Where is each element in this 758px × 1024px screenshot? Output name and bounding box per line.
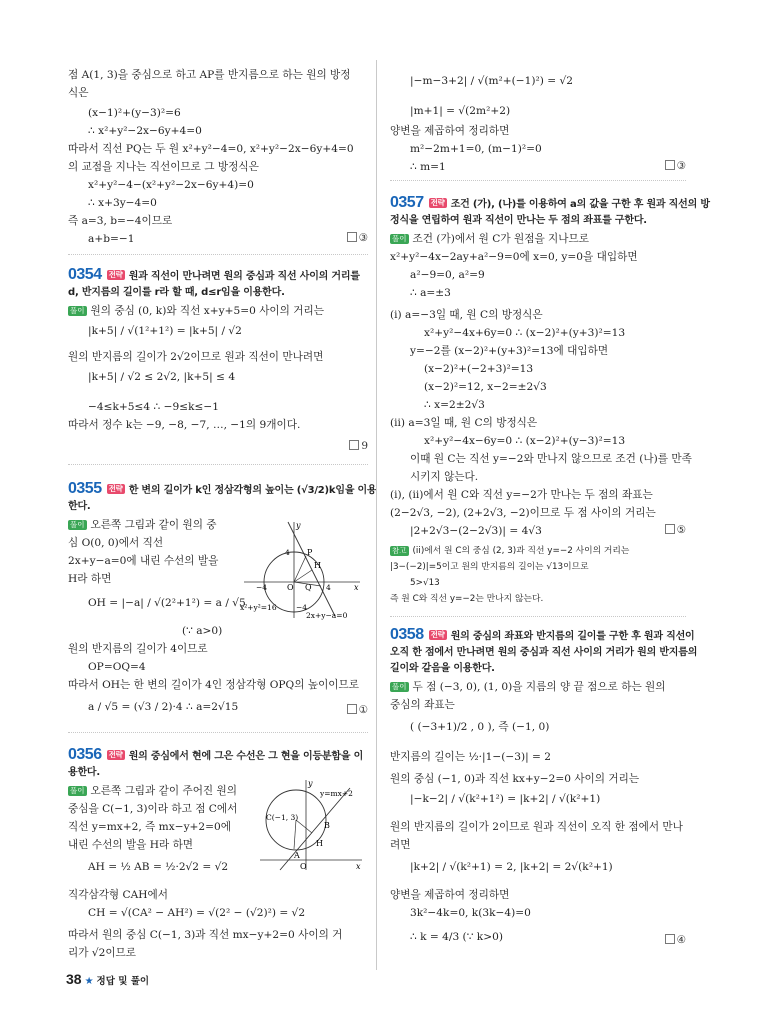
line-text: 원의 반지름의 길이가 2이므로 원과 직선이 오직 한 점에서 만나 [390, 821, 683, 833]
line-text: (x−2)²=12, x−2=±2√3 [424, 381, 547, 393]
text-line [390, 560, 589, 574]
problem-number: 0356 [68, 746, 102, 763]
text-line [390, 820, 683, 834]
text-line [68, 178, 254, 192]
line-text: |−m−3+2| / √(m²+(−1)²) = √2 [410, 75, 574, 87]
problem-number: 0358 [390, 626, 424, 643]
text-line [68, 518, 217, 532]
line-text: (i) a=−3일 때, 원 C의 방정식은 [390, 309, 543, 321]
text-line [390, 720, 549, 734]
answer-box-icon [349, 440, 359, 450]
solution-tag: 풀이 [70, 786, 85, 795]
text-line [390, 888, 509, 902]
line-text: ∴ x+3y−4=0 [88, 197, 157, 209]
text-line [68, 860, 228, 874]
line-text: 리가 √2이므로 [68, 947, 137, 959]
line-text: 오른쪽 그림과 같이 주어진 원의 [90, 785, 238, 797]
text-line [68, 596, 246, 610]
solution-tag: 풀이 [392, 682, 407, 691]
strategy-text: 원의 중심의 좌표와 반지름의 길이를 구한 후 원과 직선이 [450, 631, 695, 642]
text-line [390, 488, 653, 502]
text-line [390, 662, 495, 676]
fig-label: Q [305, 583, 312, 592]
fig-label: x [354, 583, 359, 592]
text-line [68, 946, 136, 960]
strategy-text: 조건 (가), (나)를 이용하여 a의 값을 구한 후 원과 직선의 방 [450, 199, 710, 210]
line-text: 따라서 원의 중심 C(−1, 3)과 직선 mx−y+2=0 사이의 거 [68, 929, 343, 941]
text-line [68, 350, 323, 364]
line-text: 오직 한 점에서 만나려면 원의 중심과 직선 사이의 거리가 원의 반지름의 [390, 647, 698, 658]
text-line [68, 660, 146, 674]
problem-header-0358 [390, 628, 695, 644]
line-text: 식은 [68, 87, 89, 99]
line-text: 3k²−4k=0, k(3k−4)=0 [410, 907, 531, 919]
star-icon: ★ [84, 976, 94, 987]
line-text: |k+2| / √(k²+1) = 2, |k+2| = 2√(k²+1) [410, 861, 613, 873]
fig-label: P [307, 548, 313, 557]
text-line [390, 142, 542, 156]
answer-box-icon [347, 704, 357, 714]
line-text: ∴ m=1 [410, 161, 446, 173]
text-line [390, 232, 589, 246]
fig-label: B [324, 821, 330, 830]
problem-header-0354 [68, 268, 360, 284]
text-line [68, 124, 202, 138]
fig-label: O [300, 862, 307, 871]
line-text: 반지름의 길이는 ½·|1−(−3)| = 2 [390, 751, 551, 763]
line-text: (x−1)²+(y−3)²=6 [88, 107, 181, 119]
answer-value: ⑤ [676, 524, 686, 536]
text-line [390, 838, 410, 852]
text-line [390, 680, 666, 694]
fig-label: 2x+y−a=0 [306, 611, 348, 620]
line-text: d, 반지름의 길이를 r라 할 때, d≤r임을 이용한다. [68, 287, 285, 298]
figure-0356 [258, 778, 368, 873]
text-line [68, 196, 157, 210]
line-text: 용한다. [68, 767, 100, 778]
text-line [390, 326, 625, 340]
text-line [390, 308, 543, 322]
text-line [68, 142, 354, 156]
text-line [68, 678, 359, 692]
problem-number: 0357 [390, 194, 424, 211]
text-line [390, 160, 446, 174]
line-text: 중심을 C(−1, 3)이라 하고 점 C에서 [68, 803, 238, 815]
text-line [390, 544, 629, 558]
line-text: 2x+y−a=0에 내린 수선의 발을 [68, 555, 219, 567]
line-y-mx-2 [280, 788, 350, 870]
figure-0355 [240, 520, 365, 620]
text-line [68, 400, 219, 414]
line-text: (i), (ii)에서 원 C와 직선 y=−2가 만나는 두 점의 좌표는 [390, 489, 653, 501]
strategy-text: 원과 직선이 만나려면 원의 중심과 직선 사이의 거리를 [128, 271, 360, 282]
answer-box-icon [665, 524, 675, 534]
section-separator [68, 254, 368, 255]
text-line [390, 380, 547, 394]
text-line [390, 906, 531, 920]
line-text: |k+5| / √(1²+1²) = |k+5| / √2 [88, 325, 242, 337]
line-text: 원의 반지름의 길이가 2√2이므로 원과 직선이 만나려면 [68, 351, 324, 363]
line-text: OH = |−a| / √(2²+1²) = a / √5 [88, 597, 246, 609]
line-text: a+b=−1 [88, 233, 135, 245]
text-line [68, 766, 100, 780]
text-line [390, 750, 551, 764]
text-line [390, 362, 533, 376]
text-line [68, 906, 305, 920]
line-text: 한다. [68, 501, 91, 512]
strategy-tag: 전략 [108, 270, 123, 279]
text-line [390, 398, 485, 412]
text-line [68, 500, 91, 514]
line-text: x²+y²−4x−6y=0 ∴ (x−2)²+(y−3)²=13 [424, 435, 626, 447]
line-text: ( (−3+1)/2 , 0 ), 즉 (−1, 0) [410, 721, 550, 733]
line-text: 양변을 제곱하여 정리하면 [390, 125, 510, 137]
line-text: 직선 y=mx+2, 즉 mx−y+2=0에 [68, 821, 232, 833]
text-line [68, 820, 231, 834]
answer-value: ④ [676, 934, 686, 946]
fig-label: x²+y²=16 [240, 603, 277, 612]
text-line [68, 888, 168, 902]
section-separator [390, 180, 686, 181]
fig-label: y=mx+2 [320, 789, 353, 798]
answer-value: ① [358, 704, 368, 716]
line-text: ∴ k = 4/3 (∵ k>0) [410, 931, 503, 943]
section-separator [68, 732, 368, 733]
line-text: 양변을 제곱하여 정리하면 [390, 889, 510, 901]
line-text: 원의 중심 (−1, 0)과 직선 kx+y−2=0 사이의 거리는 [390, 773, 640, 785]
fig-label: H [316, 839, 323, 848]
line-text: x²+y²−4−(x²+y²−2x−6y+4)=0 [88, 179, 254, 191]
text-line [68, 418, 300, 432]
text-line [390, 930, 503, 944]
text-line [68, 838, 193, 852]
line-text: 이때 원 C는 직선 y=−2와 만나지 않으므로 조건 (나)를 만족 [410, 453, 692, 465]
line-text: 점 A(1, 3)을 중심으로 하고 AP를 반지름으로 하는 원의 방정 [68, 69, 351, 81]
text-line [390, 104, 510, 118]
solution-tag: 풀이 [392, 234, 407, 243]
text-line [148, 624, 222, 638]
line-text: y=−2를 (x−2)²+(y+3)²=13에 대입하면 [410, 345, 609, 357]
fig-label: 4 [285, 548, 290, 557]
line-text: a / √5 = (√3 / 2)·4 ∴ a=2√15 [88, 701, 239, 713]
footer-label: 정답 및 풀이 [96, 976, 150, 987]
text-line [390, 772, 639, 786]
text-line [68, 642, 208, 656]
text-line [68, 928, 342, 942]
line-text: 따라서 OH는 한 변의 길이가 4인 정삼각형 OPQ의 높이이므로 [68, 679, 360, 691]
line-text: (2−2√3, −2), (2+2√3, −2)이므로 두 점 사이의 거리는 [390, 507, 656, 519]
section-separator [68, 464, 368, 465]
text-line [68, 324, 242, 338]
text-line [68, 106, 181, 120]
solution-tag: 풀이 [70, 306, 85, 315]
problem-header-0357 [390, 196, 710, 212]
answer-mark [665, 160, 686, 172]
text-line [390, 434, 625, 448]
strategy-tag: 전략 [108, 750, 123, 759]
text-line [68, 536, 163, 550]
line-text: 원의 반지름의 길이가 4이므로 [68, 643, 208, 655]
line-text: |−k−2| / √(k²+1²) = |k+2| / √(k²+1) [410, 793, 601, 805]
problem-header-0356 [68, 748, 363, 764]
text-line [390, 124, 509, 138]
text-line [390, 576, 440, 590]
text-line [390, 698, 455, 712]
answer-box-icon [665, 160, 675, 170]
section-separator [390, 616, 686, 617]
text-line [68, 784, 237, 798]
text-line [390, 74, 573, 88]
text-line [390, 416, 537, 430]
line-text: ∴ a=±3 [410, 287, 451, 299]
page-footer [66, 971, 149, 987]
problem-number: 0354 [68, 266, 102, 283]
text-line [390, 646, 697, 660]
line-text: 오른쪽 그림과 같이 원의 중 [90, 519, 217, 531]
answer-mark [665, 524, 686, 536]
line-text: a²−9=0, a²=9 [410, 269, 485, 281]
strategy-text: 원의 중심에서 현에 그은 수선은 그 현을 이등분함을 이 [128, 751, 364, 762]
text-line [68, 232, 134, 246]
text-line [390, 250, 638, 264]
fig-label: O [287, 583, 294, 592]
strategy-tag: 전략 [108, 484, 123, 493]
line-text: 심 O(0, 0)에서 직선 [68, 537, 164, 549]
text-line [390, 860, 613, 874]
text-line [390, 344, 608, 358]
text-line [68, 370, 235, 384]
text-line [68, 554, 218, 568]
line-text: (x−2)²+(−2+3)²=13 [424, 363, 534, 375]
fig-label: H [314, 561, 321, 570]
line-text: 조건 (가)에서 원 C가 원점을 지나므로 [412, 233, 589, 245]
text-line [390, 286, 451, 300]
line-text: |m+1| = √(2m²+2) [410, 105, 511, 117]
note-tag: 참고 [392, 546, 407, 555]
line-text: 시키지 않는다. [410, 471, 479, 483]
answer-mark [347, 232, 368, 244]
line-text: |3−(−2)|=5이고 원의 반지름의 길이는 √13이므로 [390, 562, 589, 572]
line-text: (ii) a=3일 때, 원 C의 방정식은 [390, 417, 538, 429]
text-line [68, 700, 238, 714]
line-text: AH = ½ AB = ½·2√2 = √2 [88, 861, 229, 873]
line-text: 직각삼각형 CAH에서 [68, 889, 168, 901]
line-text: 따라서 정수 k는 −9, −8, −7, …, −1의 9개이다. [68, 419, 301, 431]
text-line [390, 452, 692, 466]
line-2x-y-a [288, 522, 335, 616]
text-line [390, 506, 656, 520]
line-text: 길이와 같음을 이용한다. [390, 663, 495, 674]
line-text: |2+2√3−(2−2√3)| = 4√3 [410, 525, 542, 537]
answer-box-icon [347, 232, 357, 242]
text-line [68, 214, 172, 228]
line-text: 내린 수선의 발을 H라 하면 [68, 839, 194, 851]
text-line [68, 572, 111, 586]
line-text: 즉 원 C와 직선 y=−2는 만나지 않는다. [390, 594, 544, 604]
line-text: 원의 중심 (0, k)와 직선 x+y+5=0 사이의 거리는 [90, 305, 324, 317]
answer-box-icon [665, 934, 675, 944]
text-line [390, 470, 478, 484]
segment-ch [296, 820, 312, 833]
text-line [390, 792, 600, 806]
answer-value: ③ [358, 232, 368, 244]
segment-ca [294, 820, 296, 849]
line-text: (∵ a>0) [182, 625, 223, 637]
text-line [390, 592, 543, 606]
text-line [390, 214, 647, 228]
line-text: 두 점 (−3, 0), (1, 0)을 지름의 양 끝 점으로 하는 원의 [412, 681, 666, 693]
answer-value: ③ [676, 160, 686, 172]
answer-mark [665, 934, 686, 946]
problem-number: 0355 [68, 480, 102, 497]
line-text: 정식을 연립하여 원과 직선이 만나는 두 점의 좌표를 구한다. [390, 215, 647, 226]
line-text: 따라서 직선 PQ는 두 원 x²+y²−4=0, x²+y²−2x−6y+4=0 [68, 143, 354, 155]
line-text: (ii)에서 원 C의 중심 (2, 3)과 직선 y=−2 사이의 거리는 [412, 546, 630, 556]
strategy-tag: 전략 [430, 630, 445, 639]
text-line [68, 68, 351, 82]
fig-label: A [294, 851, 300, 860]
fig-label: −4 [256, 583, 268, 592]
line-text: 5>√13 [410, 578, 440, 588]
fig-label: y [308, 779, 313, 788]
fig-label: −4 [296, 603, 308, 612]
text-line [68, 286, 285, 300]
line-text: OP=OQ=4 [88, 661, 146, 673]
answer-mark [349, 440, 368, 452]
line-text: m²−2m+1=0, (m−1)²=0 [410, 143, 542, 155]
line-text: 중심의 좌표는 [390, 699, 455, 711]
text-line [68, 304, 324, 318]
solution-tag: 풀이 [70, 520, 85, 529]
line-text: 의 교점을 지나는 직선이므로 그 방정식은 [68, 161, 259, 173]
line-text: ∴ x²+y²−2x−6y+4=0 [88, 125, 202, 137]
fig-label: 4 [326, 583, 331, 592]
line-text: H라 하면 [68, 573, 112, 585]
text-line [68, 802, 237, 816]
line-text: x²+y²−4x+6y=0 ∴ (x−2)²+(y+3)²=13 [424, 327, 626, 339]
line-text: ∴ x=2±2√3 [424, 399, 485, 411]
line-text: x²+y²−4x−2ay+a²−9=0에 x=0, y=0을 대입하면 [390, 251, 638, 263]
fig-label: y [296, 521, 301, 530]
page-number: 38 [66, 971, 82, 987]
column-divider [376, 60, 377, 970]
line-text: 려면 [390, 839, 411, 851]
text-line [390, 268, 485, 282]
strategy-text: 한 변의 길이가 k인 정삼각형의 높이는 (√3/2)k임을 이용 [128, 485, 377, 496]
strategy-tag: 전략 [430, 198, 445, 207]
fig-label: x [356, 862, 361, 871]
text-line [390, 524, 542, 538]
fig-label: C(−1, 3) [266, 813, 299, 822]
answer-value: 9 [361, 440, 368, 452]
line-text: CH = √(CA² − AH²) = √(2² − (√2)²) = √2 [88, 907, 306, 919]
line-text: −4≤k+5≤4 ∴ −9≤k≤−1 [88, 401, 220, 413]
problem-header-0355 [68, 482, 376, 498]
line-text: |k+5| / √2 ≤ 2√2, |k+5| ≤ 4 [88, 371, 236, 383]
answer-mark [347, 704, 368, 716]
line-text: 즉 a=3, b=−4이므로 [68, 215, 173, 227]
text-line [68, 86, 88, 100]
text-line [68, 160, 259, 174]
